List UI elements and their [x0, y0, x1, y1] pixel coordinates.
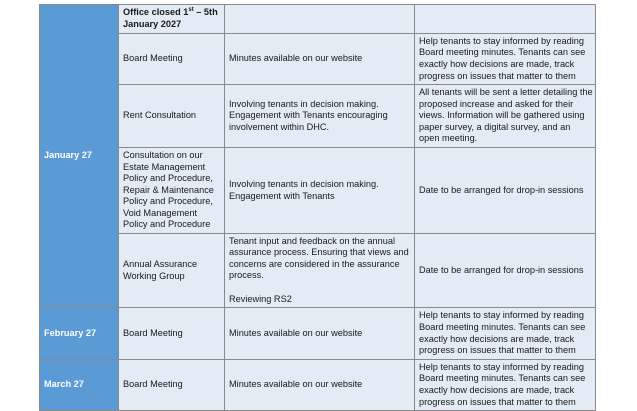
office-closed-prefix: Office closed 1 [123, 7, 189, 18]
office-closed-sup: st [188, 7, 194, 14]
table-row [40, 234, 596, 308]
outcome-cell: All tenants will be sent a letter detailing the proposed increase and asked for their views. Information will be gathered using paper survey, a digital survey, and an open meeting. [415, 85, 596, 148]
month-cell-march: March 27 [40, 360, 119, 411]
purpose-cell: Involving tenants in decision making. Engagement with Tenants [225, 148, 415, 234]
office-closed-note [119, 5, 225, 34]
activity-cell: Annual Assurance Working Group [119, 234, 225, 308]
activity-cell: Board Meeting [119, 308, 225, 360]
outcome-cell: Help tenants to stay informed by reading Board meeting minutes. Tenants can see exactly how decisions are made, track progress on issues that matter to them [415, 34, 596, 85]
table-row [40, 5, 596, 34]
activity-cell: Board Meeting [119, 360, 225, 411]
activity-cell: Board Meeting [119, 34, 225, 85]
table-row [40, 148, 596, 234]
outcome-cell: Date to be arranged for drop-in sessions [415, 234, 596, 308]
empty-cell [225, 5, 415, 34]
table-row [40, 308, 596, 360]
month-cell-january: January 27 [40, 5, 119, 308]
table-row [40, 360, 596, 411]
purpose-note: Reviewing RS2 [229, 293, 292, 304]
outcome-cell: Help tenants to stay informed by reading Board meeting minutes. Tenants can see exactly how decisions are made, track progress on issues that matter to them [415, 308, 596, 360]
purpose-cell: Minutes available on our website [225, 34, 415, 85]
activity-cell: Rent Consultation [119, 85, 225, 148]
activity-cell: Consultation on our Estate Management Policy and Procedure, Repair & Maintenance Policy and Procedure, Void Management Policy and Procedure [119, 148, 225, 234]
purpose-cell: Minutes available on our website [225, 360, 415, 411]
office-closed-suffix: – 5th January 2027 [123, 7, 218, 29]
purpose-cell: Minutes available on our website [225, 308, 415, 360]
table-row [40, 85, 596, 148]
month-cell-february: February 27 [40, 308, 119, 360]
engagement-schedule-table [39, 4, 596, 411]
purpose-cell: Involving tenants in decision making. Engagement with Tenants encouraging involvement within DHC. [225, 85, 415, 148]
outcome-cell: Help tenants to stay informed by reading Board meeting minutes. Tenants can see exactly how decisions are made, track progress on issues that matter to them [415, 360, 596, 411]
table-row [40, 34, 596, 85]
outcome-cell: Date to be arranged for drop-in sessions [415, 148, 596, 234]
purpose-cell [225, 234, 415, 308]
purpose-text: Tenant input and feedback on the annual assurance process. Ensuring that views and concerns are considered in the assurance process. [229, 235, 409, 281]
empty-cell [415, 5, 596, 34]
